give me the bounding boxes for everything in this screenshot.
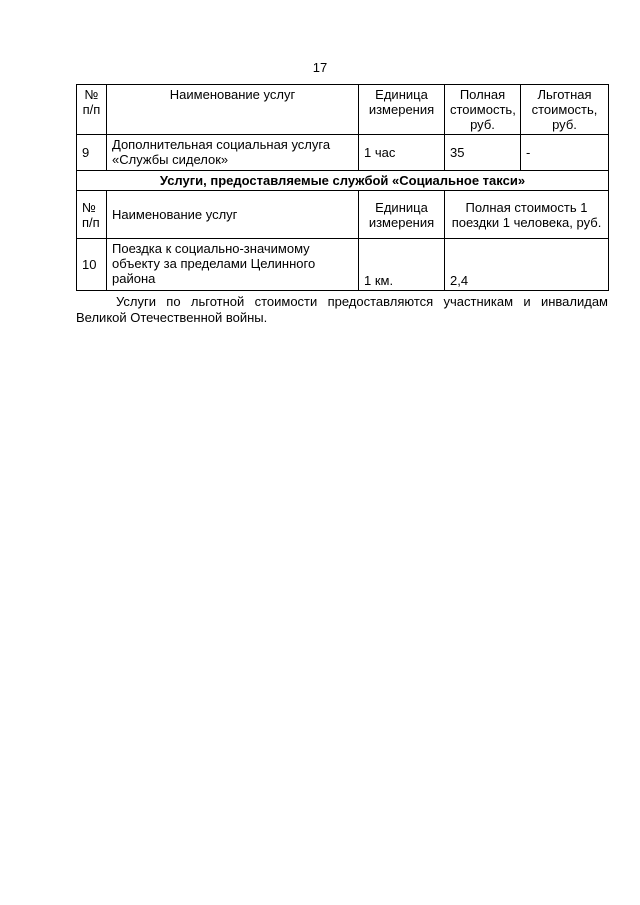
row10-full-cost: 2,4 xyxy=(445,239,609,291)
taxi-header-full-cost: Полная стоимость 1 поездки 1 человека, руб. xyxy=(445,191,609,239)
row9-pref-cost: - xyxy=(521,135,609,171)
row10-num: 10 xyxy=(77,239,107,291)
taxi-header-num: № п/п xyxy=(77,191,107,239)
row9-name: Дополнительная социальная услуга «Службы сиделок» xyxy=(107,135,359,171)
row10-unit: 1 км. xyxy=(359,239,445,291)
taxi-header-name: Наименование услуг xyxy=(107,191,359,239)
section-row xyxy=(77,171,609,191)
header-pref-cost: Льготная стоимость, руб. xyxy=(521,85,609,135)
table-row xyxy=(77,239,609,291)
header-name: Наименование услуг xyxy=(107,85,359,135)
taxi-section-title: Услуги, предоставляемые службой «Социальное такси» xyxy=(77,171,609,191)
table-row xyxy=(77,135,609,171)
taxi-header-row xyxy=(77,191,609,239)
row9-unit: 1 час xyxy=(359,135,445,171)
header-unit: Единица измерения xyxy=(359,85,445,135)
row9-full-cost: 35 xyxy=(445,135,521,171)
taxi-header-unit: Единица измерения xyxy=(359,191,445,239)
header-full-cost: Полная стоимость, руб. xyxy=(445,85,521,135)
services-table xyxy=(76,84,609,291)
page-number: 17 xyxy=(312,60,328,75)
row9-num: 9 xyxy=(77,135,107,171)
footnote-paragraph: Услуги по льготной стоимости предоставляются участникам и инвалидам Великой Отечественной войны. xyxy=(76,294,608,325)
header-num: № п/п xyxy=(77,85,107,135)
table-header-row xyxy=(77,85,609,135)
row10-name: Поездка к социально-значимому объекту за пределами Целинного района xyxy=(107,239,359,291)
